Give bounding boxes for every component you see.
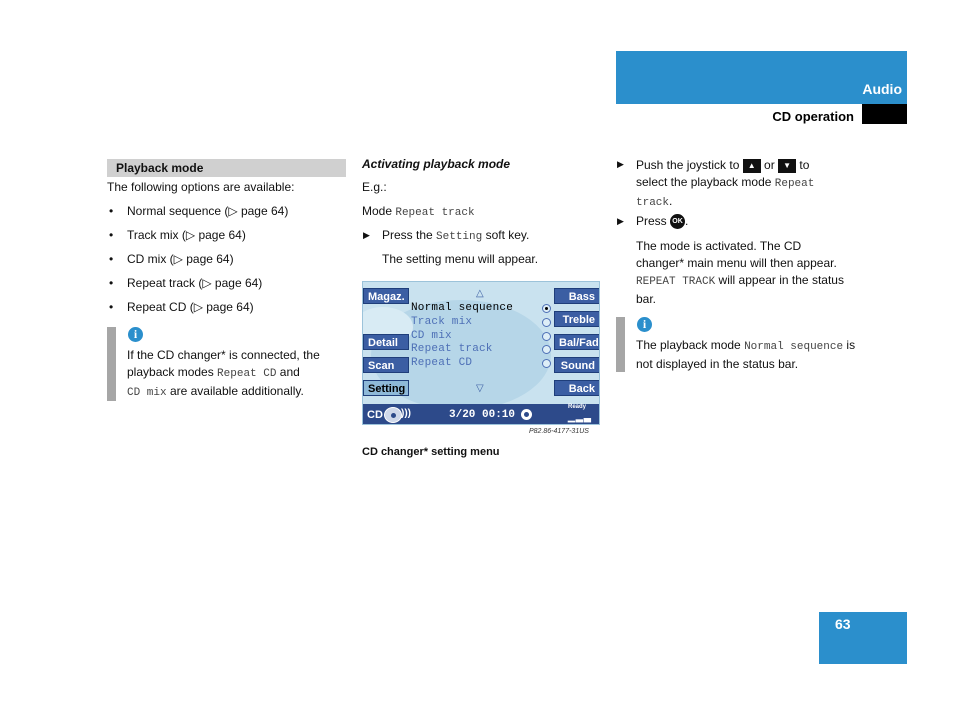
page-number: 63: [835, 616, 851, 632]
header-tab-marker: [862, 104, 907, 124]
menu-item-repeat-track[interactable]: Repeat track: [411, 343, 493, 355]
step-arrow-icon: ▶: [617, 159, 624, 169]
softkey-setting[interactable]: Setting: [363, 380, 409, 396]
menu-item-repeat-cd[interactable]: Repeat CD: [411, 357, 473, 369]
cd-changer-screen: [362, 281, 600, 425]
signal-strength-icon: ▁▂▃: [568, 412, 592, 422]
softkey-detail[interactable]: Detail: [363, 334, 409, 350]
menu-item-normal-sequence[interactable]: Normal sequence: [411, 302, 514, 314]
radio-repeat-track[interactable]: [542, 345, 551, 354]
softkey-bass[interactable]: Bass: [554, 288, 600, 304]
figure-code: P82.86-4177-31US: [529, 428, 589, 435]
mode-example: Mode Repeat track: [362, 204, 475, 219]
page-number-box: [819, 612, 907, 664]
menu-item-track-mix[interactable]: Track mix: [411, 316, 473, 328]
cd-disc-icon: [384, 407, 402, 423]
step-arrow-icon: ▶: [363, 230, 370, 240]
changer-note: If the CD changer* is connected, the playback modes Repeat CD and CD mix are available additionally.: [127, 348, 320, 399]
softkey-sound[interactable]: Sound: [554, 357, 600, 373]
step-push-joystick: Push the joystick to ▲ or ▼ to select the playback mode Repeat track.: [636, 158, 815, 209]
eg-label: E.g.:: [362, 180, 387, 194]
radio-repeat-cd[interactable]: [542, 359, 551, 368]
softkey-magaz[interactable]: Magaz.: [363, 288, 409, 304]
scroll-up-icon[interactable]: △: [476, 288, 484, 299]
section-title: Audio: [862, 81, 902, 97]
joystick-up-icon: ▲: [743, 159, 761, 173]
track-time: 3/20 00:10: [449, 409, 516, 421]
cd-signal-icon: ))): [401, 408, 411, 419]
step-result: The setting menu will appear.: [382, 252, 539, 266]
activating-title: Activating playback mode: [362, 157, 511, 171]
softkey-treble[interactable]: Treble: [554, 311, 600, 327]
softkey-scan[interactable]: Scan: [363, 357, 409, 373]
mode-activated-text: The mode is activated. The CD changer* main menu will then appear. REPEAT TRACK will appear in the status bar.: [636, 239, 844, 306]
ok-button-icon: OK: [670, 214, 685, 229]
intro-text: The following options are available:: [107, 180, 295, 194]
radio-cd-mix[interactable]: [542, 332, 551, 341]
softkey-bal-fad[interactable]: Bal/Fad: [554, 334, 600, 350]
softkey-back[interactable]: Back: [554, 380, 600, 396]
figure-caption: CD changer* setting menu: [362, 446, 500, 458]
play-indicator-icon: [521, 409, 532, 420]
subsection-title: CD operation: [772, 109, 854, 124]
step-arrow-icon: ▶: [617, 216, 624, 226]
joystick-down-icon: ▼: [778, 159, 796, 173]
step-press-setting: Press the Setting soft key.: [382, 228, 530, 243]
ready-label: Ready: [568, 404, 587, 410]
scroll-down-icon[interactable]: ▽: [476, 383, 484, 394]
status-bar-note: The playback mode Normal sequence is not displayed in the status bar.: [636, 338, 856, 371]
menu-item-cd-mix[interactable]: CD mix: [411, 330, 452, 342]
radio-normal-sequence[interactable]: [542, 304, 551, 313]
info-icon: i: [128, 327, 143, 342]
status-bar: [363, 404, 600, 425]
playback-mode-heading: Playback mode: [107, 159, 346, 177]
info-icon: i: [637, 317, 652, 332]
source-label: CD: [367, 409, 383, 421]
step-press-ok: Press OK .: [636, 214, 689, 228]
note-bar: [616, 317, 625, 372]
radio-track-mix[interactable]: [542, 318, 551, 327]
note-bar: [107, 327, 116, 401]
